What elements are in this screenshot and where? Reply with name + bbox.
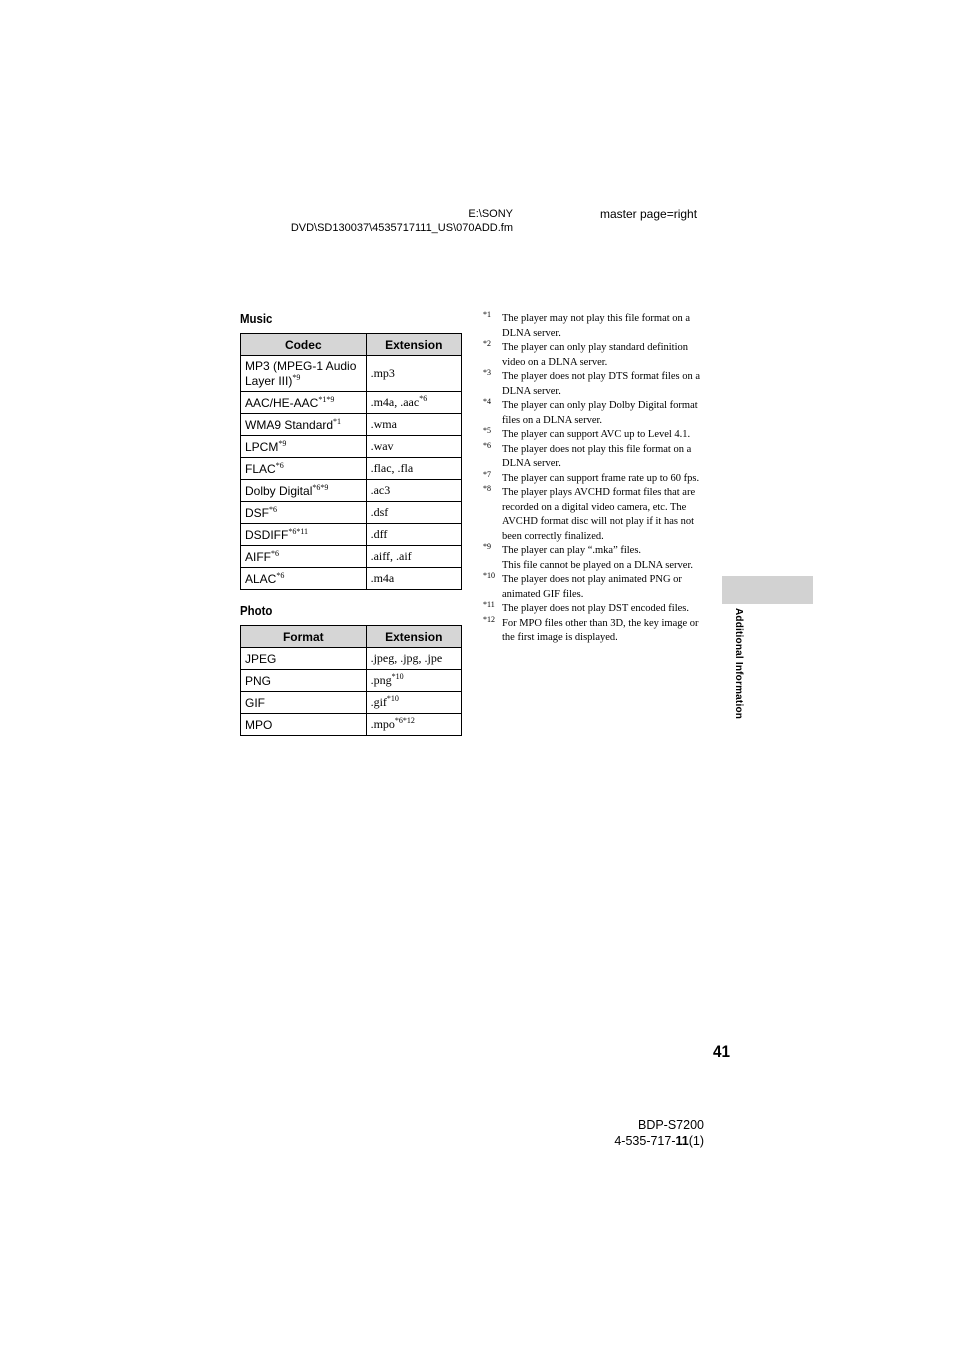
file-path [270,207,513,235]
codec-header: Codec [241,334,367,356]
footnote: *4 The player can only play Dolby Digital format files on a DLNA server. [483,397,698,426]
table-row [241,568,462,590]
extension-cell: .m4a, .aac$^{*6}$ [366,392,461,414]
footnote: *12 For MPO files other than 3D, the key image or the first image is displayed. [483,614,699,643]
photo-table [240,625,462,736]
format-cell: MPO [241,714,367,736]
format-cell: GIF [241,692,367,714]
table-row [241,524,462,546]
extension-cell: .jpeg, .jpg, .jpe [366,648,461,670]
format-cell: PNG [241,670,367,692]
footnote: *10 The player does not play animated PNG or animated GIF files. [483,571,682,600]
table-row [241,670,462,692]
extension-cell: .aiff, .aif [366,546,461,568]
music-table [240,333,462,590]
table-row [241,458,462,480]
table-row [241,392,462,414]
footnote: *3 The player does not play DTS format files on a DLNA server. [483,368,700,397]
extension-cell: .png$^{*10}$ [366,670,461,692]
table-row [241,692,462,714]
footnote: *11 The player does not play DST encoded files. [483,600,690,614]
extension-cell: .mpo$^{*6*12}$ [366,714,461,736]
extension-cell: .ac3 [366,480,461,502]
page-number: 41 [713,1042,731,1061]
part-code: 4-535-717-11(1) [614,1134,704,1148]
section-tab-bar [722,576,813,604]
footnote: *9 The player can play “.mka” files. This file cannot be played on a DLNA server. [483,542,693,571]
codec-cell: ALAC$^{*6}$ [241,568,367,590]
footnote: *5 The player can support AVC up to Level 4.1. [483,426,691,440]
model-name: BDP-S7200 [637,1118,704,1132]
footnote: *1 The player may not play this file format on a DLNA server. [483,310,691,339]
extension-cell: .dsf [366,502,461,524]
extension-cell: .wma [366,414,461,436]
format-header: Format [241,626,367,648]
file-path-line2: DVD\SD130037\4535717111_US\070ADD.fm [290,222,513,234]
codec-cell: Dolby Digital$^{*6*9}$ [241,480,367,502]
table-row [241,546,462,568]
table-row [241,436,462,458]
codec-cell: WMA9 Standard$^{*1}$ [241,414,367,436]
table-row [241,480,462,502]
codec-cell: LPCM$^{*9}$ [241,436,367,458]
extension-cell: .mp3 [366,356,461,392]
footnote: *6 The player does not play this file format on a DLNA server. [483,440,692,469]
format-cell: JPEG [241,648,367,670]
table-row [241,714,462,736]
section-tab-label: Additional Information [733,608,744,720]
table-row [241,648,462,670]
file-path-line1: E:\SONY [468,208,513,220]
extension-cell: .wav [366,436,461,458]
extension-header: Extension [366,334,461,356]
footer-model [560,1117,704,1149]
table-row [241,414,462,436]
extension-cell: .flac, .fla [366,458,461,480]
codec-cell: MP3 (MPEG-1 Audio Layer III)$^{*9}$ [241,356,367,392]
codec-cell: DSF$^{*6}$ [241,502,367,524]
extension-cell: .m4a [366,568,461,590]
music-heading: Music [240,311,273,326]
footnotes [483,312,708,646]
codec-cell: FLAC$^{*6}$ [241,458,367,480]
master-page-label: master page=right [600,207,698,221]
footnote: *8 The player plays AVCHD format files that are recorded on a digital video camera, etc. The AVCHD format disc will not play if it has not been correctly finalized. [483,484,696,542]
table-row [241,502,462,524]
photo-heading: Photo [240,603,273,618]
extension-cell: .gif$^{*10}$ [366,692,461,714]
footnote: *2 The player can only play standard definition video on a DLNA server. [483,339,689,368]
footnote: *7 The player can support frame rate up to 60 fps. [483,469,700,484]
table-row [241,356,462,392]
codec-cell: $DSDIFF^{*6*11}$ [241,524,367,546]
codec-cell: AAC/$HE-AAC^{*1*9}$ [241,392,367,414]
extension-cell: .dff [366,524,461,546]
codec-cell: AIFF$^{*6}$ [241,546,367,568]
extension-header: Extension [366,626,461,648]
